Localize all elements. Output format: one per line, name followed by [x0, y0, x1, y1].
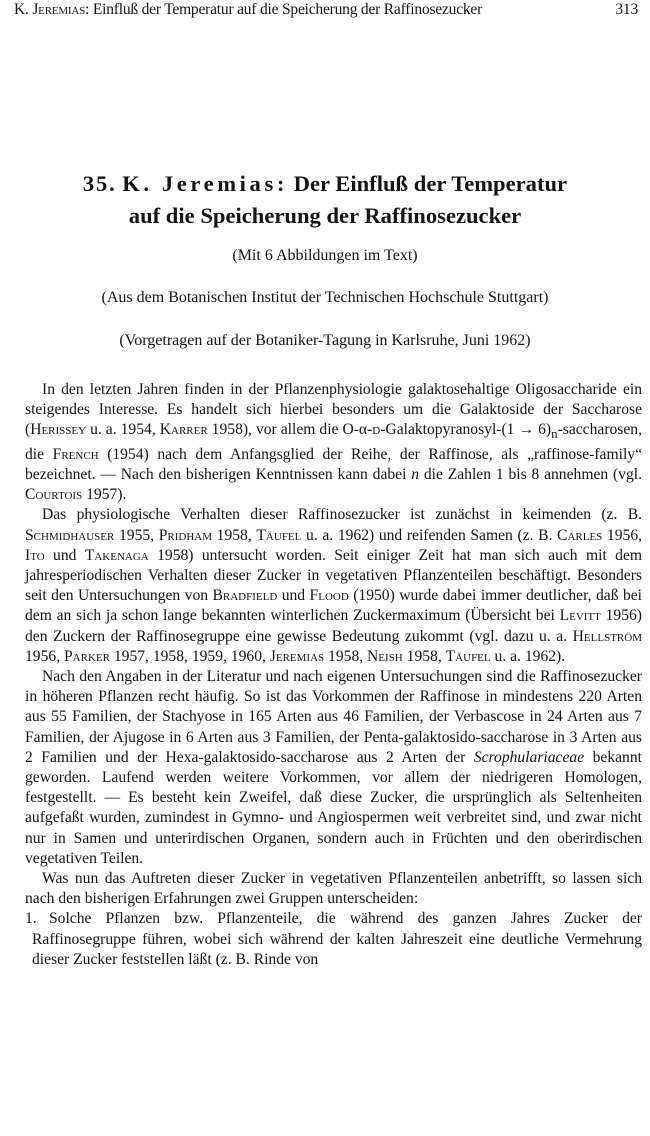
paragraph-2: Das physiologische Verhalten dieser Raffinosezucker ist zunächst in keimenden (z. B. Schmidhauser 1955, Pridham 1958, Täufel u. a. 1962) und reifenden Samen (z. B. Carles 1956, Ito und Takenaga 1958) untersucht worden. Seit einiger Zeit hat man sich auch mit dem jahresperiodischen Verhalten dieser Zucker in vegetativen Pflanzenteilen beschäftigt. Besonders seit den Untersuchungen von Bradfield und Flood (1950) wurde dabei immer deutlicher, daß bei dem an sich ja schon lange bekannten winterlichen Zuckermaximum (Übersicht bei Levitt 1956) den Zuckern der Raffinosegruppe eine gewisse Bedeutung zukommt (vgl. dazu u. a. Hellström 1956, Parker 1957, 1958, 1959, 1960, Jeremias 1958, Neish 1958, Täufel u. a. 1962).: [25, 506, 643, 665]
paragraph-1: In den letzten Jahren finden in der Pflanzenphysiologie galaktosehaltige Oligosaccharide ein steigendes Interesse. Es handelt sich hierbei besonders um die Galaktoside der Saccharose (Herissey u. a. 1954, Karrer 1958), vor allem die O-α-d-Galaktopyranosyl-(1 → $6)_n$-saccharosen, die French (1954) nach dem Anfangsglied der Reihe, der Raffinose, als „raffinose-family“ bezeichnet. — Nach den bisherigen Kenntnissen kann dabei n die Zahlen 1 bis 8 annehmen (vgl. Courtois 1957).: [25, 381, 643, 504]
citation-french: French: [52, 445, 99, 463]
article-body: [25, 380, 642, 970]
citation-neish: Neish: [367, 647, 403, 665]
d-configuration: d: [372, 421, 381, 439]
citation-jeremias: Jeremias: [269, 647, 325, 665]
article-title-line1: Der Einfluß der Temperatur: [293, 171, 568, 196]
citation-carles: Carles: [557, 526, 603, 544]
lecture-note: (Vorgetragen auf der Botaniker-Tagung in Karlsruhe, Juni 1962): [119, 332, 531, 349]
running-head: [14, 1, 638, 21]
citation-hellstroem: Hellström: [572, 627, 642, 645]
citation-pridham: Pridham: [158, 526, 213, 544]
subscript-n: n: [551, 426, 558, 442]
running-head-text: [14, 1, 482, 21]
citation-levitt: Levitt: [559, 607, 601, 625]
article-author: K. Jeremias:: [122, 171, 288, 196]
citation-karrer: Karrer: [159, 421, 208, 439]
citation-herissey: Herissey: [30, 421, 87, 439]
variable-n: n: [411, 465, 420, 483]
citation-courtois: Courtois: [25, 486, 83, 504]
citation-taeufel: Täufel: [256, 526, 302, 544]
article-number: 35.: [82, 171, 117, 196]
article-title: [12, 168, 638, 232]
citation-parker: Parker: [63, 647, 110, 665]
taxon-scrophulariaceae: Scrophulariaceae: [473, 748, 585, 766]
running-head-author: K. Jeremias:: [14, 1, 90, 18]
page-number: 313: [615, 1, 638, 18]
citation-bradfield: Bradfield: [212, 587, 278, 605]
citation-taeufel-2: Täufel: [445, 647, 491, 665]
list-item-text: Solche Pflanzen bzw. Pflanzenteile, die während des ganzen Jahres Zucker der Raffinosegruppe führen, wobei sich während der kalten Jahreszeit eine deutliche Vermehrung dieser Zucker feststellen läßt (z. B. Rinde von: [32, 910, 642, 968]
list-item-1: [25, 909, 642, 970]
list-marker: 1.: [25, 910, 37, 928]
paragraph-4: Was nun das Auftreten dieser Zucker in vegetativen Pflanzenteilen anbetrifft, so lassen sich nach den bisherigen Erfahrungen zwei Gruppen unterscheiden:: [25, 869, 642, 908]
figures-note: (Mit 6 Abbildungen im Text): [232, 247, 418, 264]
citation-takenaga: Takenaga: [84, 546, 149, 564]
citation-flood: Flood: [309, 587, 349, 605]
citation-schmidhauser: Schmidhauser: [25, 526, 115, 544]
institute-note: (Aus dem Botanischen Institut der Technischen Hochschule Stuttgart): [101, 289, 549, 306]
paragraph-3: Nach den Angaben in der Literatur und nach eigenen Untersuchungen sind die Raffinosezucker in höheren Pflanzen recht häufig. So ist das Vorkommen der Raffinose in mindestens 220 Arten aus 55 Familien, der Stachyose in 165 Arten aus 46 Familien, der Verbascose in 24 Arten aus 7 Familien, der Ajugose in 6 Arten aus 3 Familien, der Penta-galaktosido-saccharose in 3 Arten aus 2 Familien und der Hexa-galaktosido-saccharose aus 2 Arten der Scrophulariaceae bekannt geworden. Laufend werden weitere Vorkommen, vor allem der niedrigeren Homologen, festgestellt. — Es besteht kein Zweifel, daß diese Zucker, die ursprünglich als Seltenheiten aufgefaßt wurden, zumindest in Gymno- und Angiospermen weit verbreitet sind, und zwar nicht nur in Samen und unterirdischen Organen, sondern auch in Früchten und den oberirdischen vegetativen Teilen.: [25, 667, 642, 867]
article-title-line2: auf die Speicherung der Raffinosezucker: [128, 203, 522, 228]
citation-ito: Ito: [25, 546, 45, 564]
running-head-title: Einfluß der Temperatur auf die Speicherung der Raffinosezucker: [92, 1, 483, 18]
